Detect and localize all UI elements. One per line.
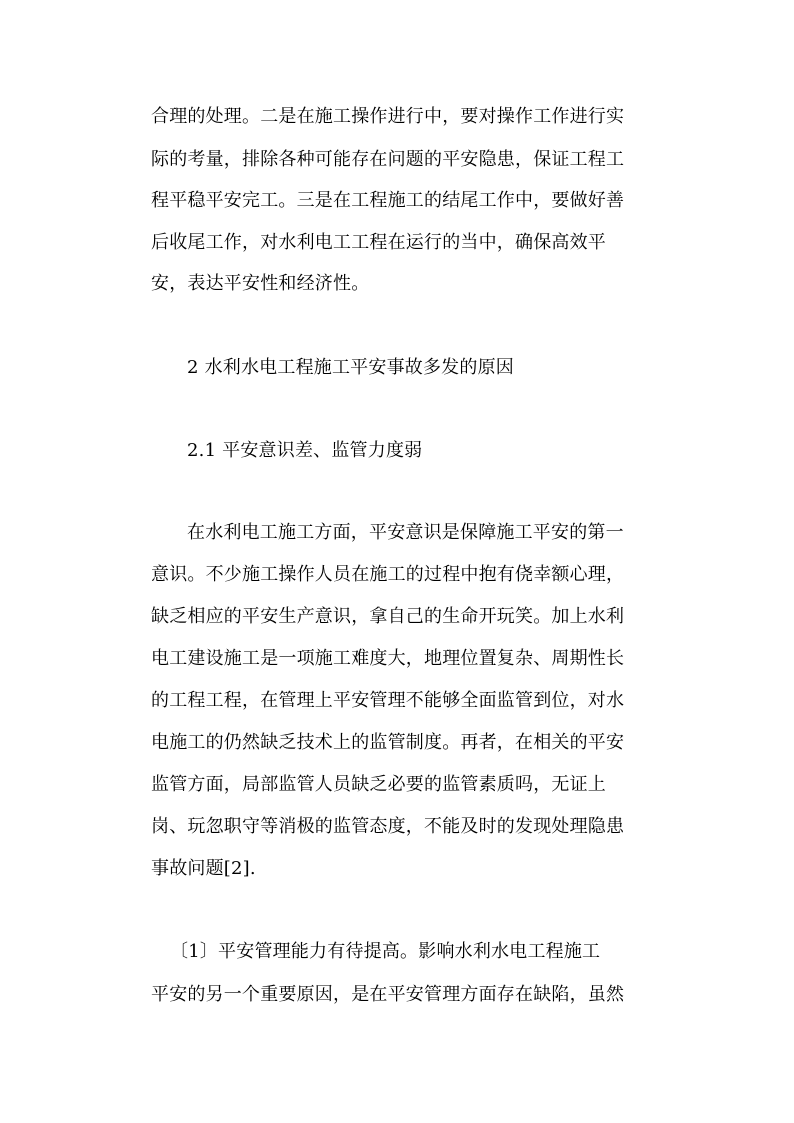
- paragraph-2-line-4: 电工建设施工是一项施工难度大，地理位置复杂、周期性长: [151, 648, 625, 669]
- paragraph-2-line-7: 监管方面，局部监管人员缺乏必要的监管素质吗，无证上: [151, 774, 606, 795]
- paragraph-2-line-5: 的工程工程，在管理上平安管理不能够全面监管到位，对水: [151, 690, 625, 711]
- paragraph-1-line-3: 程平稳平安完工。三是在工程施工的结尾工作中，要做好善: [151, 190, 625, 211]
- subsection-heading: 2.1 平安意识差、监管力度弱: [187, 440, 423, 461]
- section-heading: 2 水利水电工程施工平安事故多发的原因: [187, 357, 514, 378]
- paragraph-1-line-4: 后收尾工作，对水利电工工程在运行的当中，确保高效平: [151, 232, 606, 253]
- paragraph-2-line-2: 意识。不少施工操作人员在施工的过程中抱有侥幸额心理，: [151, 564, 625, 585]
- paragraph-3-line-2: 平安的另一个重要原因，是在平安管理方面存在缺陷，虽然: [151, 984, 625, 1005]
- paragraph-1-line-1: 合理的处理。二是在施工操作进行中，要对操作工作进行实: [151, 106, 625, 127]
- paragraph-1-line-5: 安，表达平安性和经济性。: [151, 273, 370, 294]
- paragraph-3-line-1: 〔1〕平安管理能力有待提高。影响水利水电工程施工: [170, 941, 601, 962]
- paragraph-2-line-8: 岗、玩忽职守等消极的监管态度，不能及时的发现处理隐患: [151, 816, 625, 837]
- paragraph-2-line-1: 在水利电工施工方面，平安意识是保障施工平安的第一: [187, 522, 624, 543]
- paragraph-2-line-6: 电施工的仍然缺乏技术上的监管制度。再者，在相关的平安: [151, 732, 625, 753]
- paragraph-1-line-2: 际的考量，排除各种可能存在问题的平安隐患，保证工程工: [151, 149, 625, 170]
- paragraph-2-line-3: 缺乏相应的平安生产意识，拿自己的生命开玩笑。加上水利: [151, 606, 625, 627]
- paragraph-2-line-9: 事故问题[2].: [151, 858, 256, 879]
